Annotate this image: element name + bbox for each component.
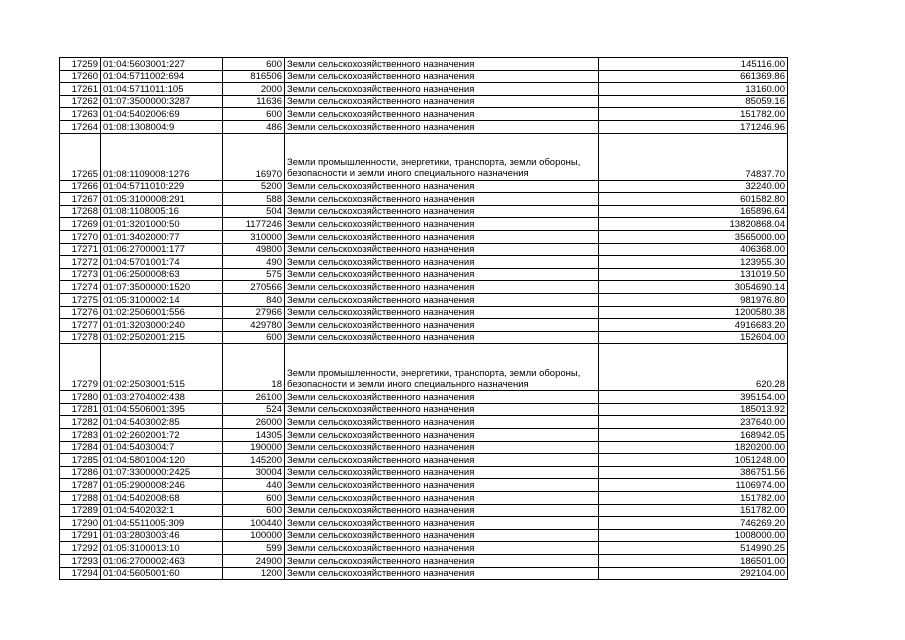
cadastral-number: 01:04:5402032:1 (101, 504, 223, 517)
cadastral-number: 01:01:3201000:50 (101, 218, 223, 231)
row-number: 17274 (60, 281, 101, 294)
area-cell: 429780 (223, 319, 285, 332)
row-number: 17271 (60, 243, 101, 256)
cadastral-number: 01:04:5603001:227 (101, 58, 223, 71)
row-number: 17286 (60, 466, 101, 479)
cadastral-number: 01:04:5506001:395 (101, 403, 223, 416)
table-row (60, 293, 788, 306)
row-number: 17293 (60, 555, 101, 568)
land-category: Земли сельскохозяйственного назначения (285, 403, 599, 416)
row-number: 17292 (60, 542, 101, 555)
land-category: Земли сельскохозяйственного назначения (285, 83, 599, 96)
row-number: 17291 (60, 529, 101, 542)
land-category: Земли сельскохозяйственного назначения (285, 230, 599, 243)
cadastral-value: 165896.64 (599, 205, 788, 218)
table-row (60, 108, 788, 121)
table-row (60, 429, 788, 442)
table-row (60, 403, 788, 416)
table-row (60, 454, 788, 467)
table-row (60, 120, 788, 133)
row-number: 17265 (60, 133, 101, 180)
area-cell: 1200 (223, 567, 285, 580)
cadastral-value: 145116.00 (599, 58, 788, 71)
cadastral-number: 01:06:2700001:177 (101, 243, 223, 256)
table-row (60, 180, 788, 193)
cadastral-number: 01:05:3100002:14 (101, 293, 223, 306)
land-category: Земли сельскохозяйственного назначения (285, 205, 599, 218)
land-category: Земли сельскохозяйственного назначения (285, 555, 599, 568)
table-row (60, 555, 788, 568)
area-cell: 440 (223, 479, 285, 492)
table-row (60, 391, 788, 404)
cadastral-value: 237640.00 (599, 416, 788, 429)
table-row (60, 344, 788, 391)
land-category: Земли сельскохозяйственного назначения (285, 504, 599, 517)
cadastral-number: 01:03:2803003:46 (101, 529, 223, 542)
cadastral-number: 01:04:5801004:120 (101, 454, 223, 467)
land-category: Земли сельскохозяйственного назначения (285, 58, 599, 71)
land-category: Земли сельскохозяйственного назначения (285, 193, 599, 206)
land-category: Земли сельскохозяйственного назначения (285, 479, 599, 492)
area-cell: 270566 (223, 281, 285, 294)
cadastral-value: 151782.00 (599, 504, 788, 517)
cadastral-value: 1106974.00 (599, 479, 788, 492)
row-number: 17277 (60, 319, 101, 332)
land-category: Земли сельскохозяйственного назначения (285, 391, 599, 404)
area-cell: 145200 (223, 454, 285, 467)
area-cell: 310000 (223, 230, 285, 243)
cadastral-value: 3565000.00 (599, 230, 788, 243)
area-cell: 14305 (223, 429, 285, 442)
cadastral-number: 01:08:1109008:1276 (101, 133, 223, 180)
land-category: Земли сельскохозяйственного назначения (285, 218, 599, 231)
area-cell: 16970 (223, 133, 285, 180)
cadastral-number: 01:02:2503001:515 (101, 344, 223, 391)
cadastral-value: 601582.80 (599, 193, 788, 206)
land-category: Земли сельскохозяйственного назначения (285, 567, 599, 580)
cadastral-number: 01:06:2700002:463 (101, 555, 223, 568)
row-number: 17266 (60, 180, 101, 193)
cadastral-value: 152604.00 (599, 331, 788, 344)
area-cell: 100000 (223, 529, 285, 542)
cadastral-number: 01:02:2602001:72 (101, 429, 223, 442)
land-category: Земли сельскохозяйственного назначения (285, 293, 599, 306)
cadastral-number: 01:04:5402008:68 (101, 492, 223, 505)
cadastral-number: 01:04:5511005:309 (101, 517, 223, 530)
table-row (60, 479, 788, 492)
table-row (60, 504, 788, 517)
land-category: Земли сельскохозяйственного назначения (285, 243, 599, 256)
table-row (60, 416, 788, 429)
cadastral-number: 01:07:3300000:2425 (101, 466, 223, 479)
table-row (60, 83, 788, 96)
area-cell: 504 (223, 205, 285, 218)
land-category: Земли сельскохозяйственного назначения (285, 542, 599, 555)
table-row (60, 256, 788, 269)
area-cell: 588 (223, 193, 285, 206)
row-number: 17260 (60, 70, 101, 83)
row-number: 17279 (60, 344, 101, 391)
cadastral-value: 85059.16 (599, 95, 788, 108)
cadastral-value: 123955.30 (599, 256, 788, 269)
row-number: 17281 (60, 403, 101, 416)
cadastral-value: 406368.00 (599, 243, 788, 256)
area-cell: 30004 (223, 466, 285, 479)
land-category: Земли сельскохозяйственного назначения (285, 441, 599, 454)
area-cell: 486 (223, 120, 285, 133)
cadastral-value: 661369.86 (599, 70, 788, 83)
cadastral-number: 01:04:5701001:74 (101, 256, 223, 269)
cadastral-number: 01:04:5711011:105 (101, 83, 223, 96)
area-cell: 18 (223, 344, 285, 391)
row-number: 17263 (60, 108, 101, 121)
cadastral-number: 01:03:2704002:438 (101, 391, 223, 404)
area-cell: 600 (223, 108, 285, 121)
area-cell: 575 (223, 268, 285, 281)
cadastral-value: 1008000.00 (599, 529, 788, 542)
table-row (60, 529, 788, 542)
land-category: Земли сельскохозяйственного назначения (285, 108, 599, 121)
cadastral-number: 01:05:2900008:246 (101, 479, 223, 492)
cadastral-number: 01:06:2500008:63 (101, 268, 223, 281)
table-row (60, 281, 788, 294)
area-cell: 600 (223, 492, 285, 505)
cadastral-value: 4916683.20 (599, 319, 788, 332)
cadastral-value: 395154.00 (599, 391, 788, 404)
land-category: Земли сельскохозяйственного назначения (285, 256, 599, 269)
cadastral-value: 185013.92 (599, 403, 788, 416)
area-cell: 100440 (223, 517, 285, 530)
land-category: Земли промышленности, энергетики, транспорта, земли обороны, безопасности и земли иного специального назначения (285, 344, 599, 391)
cadastral-value: 514990.25 (599, 542, 788, 555)
table-body (60, 58, 788, 580)
row-number: 17282 (60, 416, 101, 429)
cadastral-value: 1200580.38 (599, 306, 788, 319)
land-category: Земли сельскохозяйственного назначения (285, 70, 599, 83)
cadastral-value: 32240.00 (599, 180, 788, 193)
area-cell: 840 (223, 293, 285, 306)
cadastral-number: 01:08:1308004:9 (101, 120, 223, 133)
area-cell: 27966 (223, 306, 285, 319)
table-row (60, 133, 788, 180)
land-category: Земли сельскохозяйственного назначения (285, 466, 599, 479)
table-row (60, 466, 788, 479)
table-row (60, 205, 788, 218)
cadastral-number: 01:05:3100013:10 (101, 542, 223, 555)
row-number: 17280 (60, 391, 101, 404)
table-row (60, 567, 788, 580)
cadastral-number: 01:05:3100008:291 (101, 193, 223, 206)
cadastral-value: 3054690.14 (599, 281, 788, 294)
row-number: 17287 (60, 479, 101, 492)
row-number: 17262 (60, 95, 101, 108)
row-number: 17289 (60, 504, 101, 517)
area-cell: 1177246 (223, 218, 285, 231)
cadastral-number: 01:02:2506001:556 (101, 306, 223, 319)
row-number: 17276 (60, 306, 101, 319)
cadastral-value: 1820200.00 (599, 441, 788, 454)
row-number: 17285 (60, 454, 101, 467)
row-number: 17264 (60, 120, 101, 133)
land-category: Земли сельскохозяйственного назначения (285, 120, 599, 133)
row-number: 17284 (60, 441, 101, 454)
land-category: Земли сельскохозяйственного назначения (285, 331, 599, 344)
land-category: Земли сельскохозяйственного назначения (285, 517, 599, 530)
row-number: 17288 (60, 492, 101, 505)
cadastral-value: 746269.20 (599, 517, 788, 530)
cadastral-value: 292104.00 (599, 567, 788, 580)
cadastral-value: 13160.00 (599, 83, 788, 96)
row-number: 17278 (60, 331, 101, 344)
cadastral-value: 1051248.00 (599, 454, 788, 467)
area-cell: 600 (223, 331, 285, 344)
table-row (60, 70, 788, 83)
cadastral-number: 01:04:5711002:694 (101, 70, 223, 83)
cadastral-value: 981976.80 (599, 293, 788, 306)
cadastral-number: 01:07:3500000:1520 (101, 281, 223, 294)
land-category: Земли промышленности, энергетики, транспорта, земли обороны, безопасности и земли иного специального назначения (285, 133, 599, 180)
area-cell: 190000 (223, 441, 285, 454)
row-number: 17267 (60, 193, 101, 206)
cadastral-value: 386751.56 (599, 466, 788, 479)
land-category: Земли сельскохозяйственного назначения (285, 281, 599, 294)
land-category: Земли сельскохозяйственного назначения (285, 319, 599, 332)
land-category: Земли сельскохозяйственного назначения (285, 268, 599, 281)
table-row (60, 542, 788, 555)
table-row (60, 58, 788, 71)
cadastral-value: 13820868.04 (599, 218, 788, 231)
area-cell: 2000 (223, 83, 285, 96)
cadastral-value: 151782.00 (599, 108, 788, 121)
cadastral-number: 01:04:5403004:7 (101, 441, 223, 454)
cadastral-value: 171246.96 (599, 120, 788, 133)
row-number: 17268 (60, 205, 101, 218)
cadastral-value: 151782.00 (599, 492, 788, 505)
area-cell: 5200 (223, 180, 285, 193)
row-number: 17272 (60, 256, 101, 269)
land-category: Земли сельскохозяйственного назначения (285, 306, 599, 319)
table-row (60, 243, 788, 256)
table-row (60, 331, 788, 344)
cadastral-number: 01:04:5403002:85 (101, 416, 223, 429)
area-cell: 490 (223, 256, 285, 269)
row-number: 17261 (60, 83, 101, 96)
land-category: Земли сельскохозяйственного назначения (285, 429, 599, 442)
row-number: 17270 (60, 230, 101, 243)
row-number: 17269 (60, 218, 101, 231)
row-number: 17290 (60, 517, 101, 530)
row-number: 17283 (60, 429, 101, 442)
table-row (60, 517, 788, 530)
row-number: 17259 (60, 58, 101, 71)
area-cell: 11636 (223, 95, 285, 108)
cadastral-number: 01:07:3500000:3287 (101, 95, 223, 108)
area-cell: 816506 (223, 70, 285, 83)
cadastral-number: 01:01:3203000:240 (101, 319, 223, 332)
cadastral-number: 01:04:5605001:60 (101, 567, 223, 580)
land-category: Земли сельскохозяйственного назначения (285, 454, 599, 467)
table-row (60, 193, 788, 206)
table-row (60, 268, 788, 281)
table-row (60, 218, 788, 231)
area-cell: 524 (223, 403, 285, 416)
area-cell: 24900 (223, 555, 285, 568)
table-row (60, 492, 788, 505)
row-number: 17273 (60, 268, 101, 281)
row-number: 17275 (60, 293, 101, 306)
land-category: Земли сельскохозяйственного назначения (285, 416, 599, 429)
land-category: Земли сельскохозяйственного назначения (285, 95, 599, 108)
table-row (60, 319, 788, 332)
cadastral-number: 01:01:3402000:77 (101, 230, 223, 243)
cadastral-table (59, 57, 788, 580)
area-cell: 599 (223, 542, 285, 555)
table-row (60, 95, 788, 108)
table-row (60, 441, 788, 454)
table-row (60, 230, 788, 243)
area-cell: 600 (223, 58, 285, 71)
cadastral-number: 01:08:1108005:16 (101, 205, 223, 218)
land-category: Земли сельскохозяйственного назначения (285, 180, 599, 193)
land-category: Земли сельскохозяйственного назначения (285, 529, 599, 542)
cadastral-value: 168942.05 (599, 429, 788, 442)
area-cell: 26000 (223, 416, 285, 429)
row-number: 17294 (60, 567, 101, 580)
table-row (60, 306, 788, 319)
cadastral-value: 131019.50 (599, 268, 788, 281)
cadastral-value: 620.28 (599, 344, 788, 391)
cadastral-number: 01:04:5402006:69 (101, 108, 223, 121)
cadastral-number: 01:02:2502001:215 (101, 331, 223, 344)
cadastral-value: 74837.70 (599, 133, 788, 180)
cadastral-value: 186501.00 (599, 555, 788, 568)
area-cell: 49800 (223, 243, 285, 256)
area-cell: 600 (223, 504, 285, 517)
cadastral-number: 01:04:5711010:229 (101, 180, 223, 193)
area-cell: 26100 (223, 391, 285, 404)
land-category: Земли сельскохозяйственного назначения (285, 492, 599, 505)
